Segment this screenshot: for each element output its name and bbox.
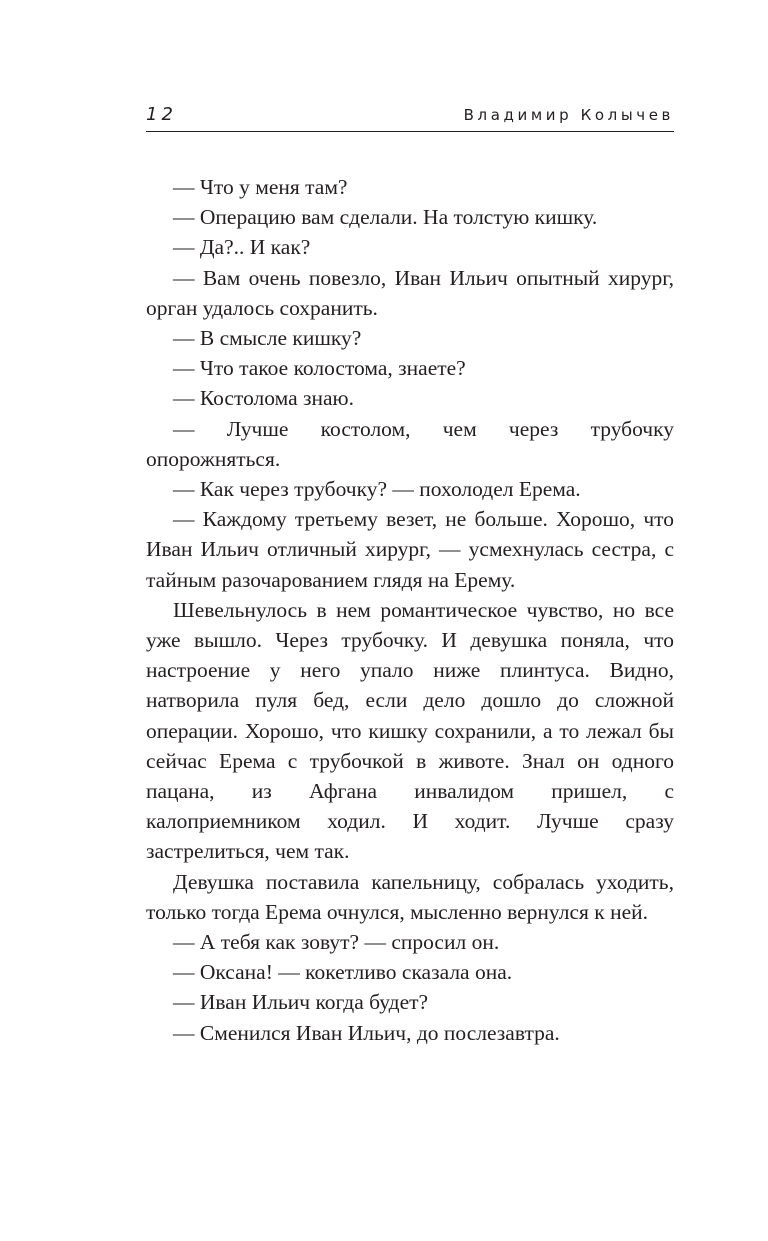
paragraph: — Что такое колостома, знаете? [173,356,466,381]
paragraph: — Иван Ильич когда будет? [173,990,429,1015]
paragraph: — В смысле кишку? [173,326,362,351]
page-header [146,104,674,132]
paragraph: — Вам очень повезло, Иван Ильич опытный хирург, орган удалось сохранить. [146,265,674,320]
page-number: 12 [146,104,177,125]
paragraph: — А тебя как зовут? — спросил он. [173,930,500,955]
paragraph: — Да?.. И как? [173,235,311,260]
paragraph: — Как через трубочку? — похолодел Ерема. [173,477,581,502]
paragraph: Шевельнулось в нем романтическое чувство, но все уже вышло. Через трубочку. И девушка поняла, что настроение у него упало ниже плинтуса. Видно, натворила пуля бед, если дело дошло до сложной операции. Хорошо, что кишку сохранили, а то лежал бы сейчас Ерема с трубочкой в животе. Знал он одного пацана, из Афгана инвалидом пришел, с калоприемником ходил. И ходит. Лучше сразу застрелиться, чем так. [146,597,674,864]
paragraph: — Каждому третьему везет, не больше. Хорошо, что Иван Ильич отличный хирург, — усмехнулась сестра, с тайным разочарованием глядя на Ерему. [146,507,674,592]
paragraph: Девушка поставила капельницу, собралась уходить, только тогда Ерема очнулся, мысленно вернулся к ней. [146,869,674,924]
paragraph: — Сменился Иван Ильич, до послезавтра. [173,1020,560,1045]
paragraph: — Костолома знаю. [173,386,354,411]
body-text [146,172,674,1048]
running-head-author: Владимир Колычев [463,106,674,124]
paragraph: — Операцию вам сделали. На толстую кишку. [173,205,598,230]
header-rule [146,131,674,132]
paragraph: — Что у меня там? [173,175,348,199]
paragraph: — Лучше костолом, чем через трубочку опорожняться. [146,416,674,471]
paragraph: — Оксана! — кокетливо сказала она. [173,960,513,985]
